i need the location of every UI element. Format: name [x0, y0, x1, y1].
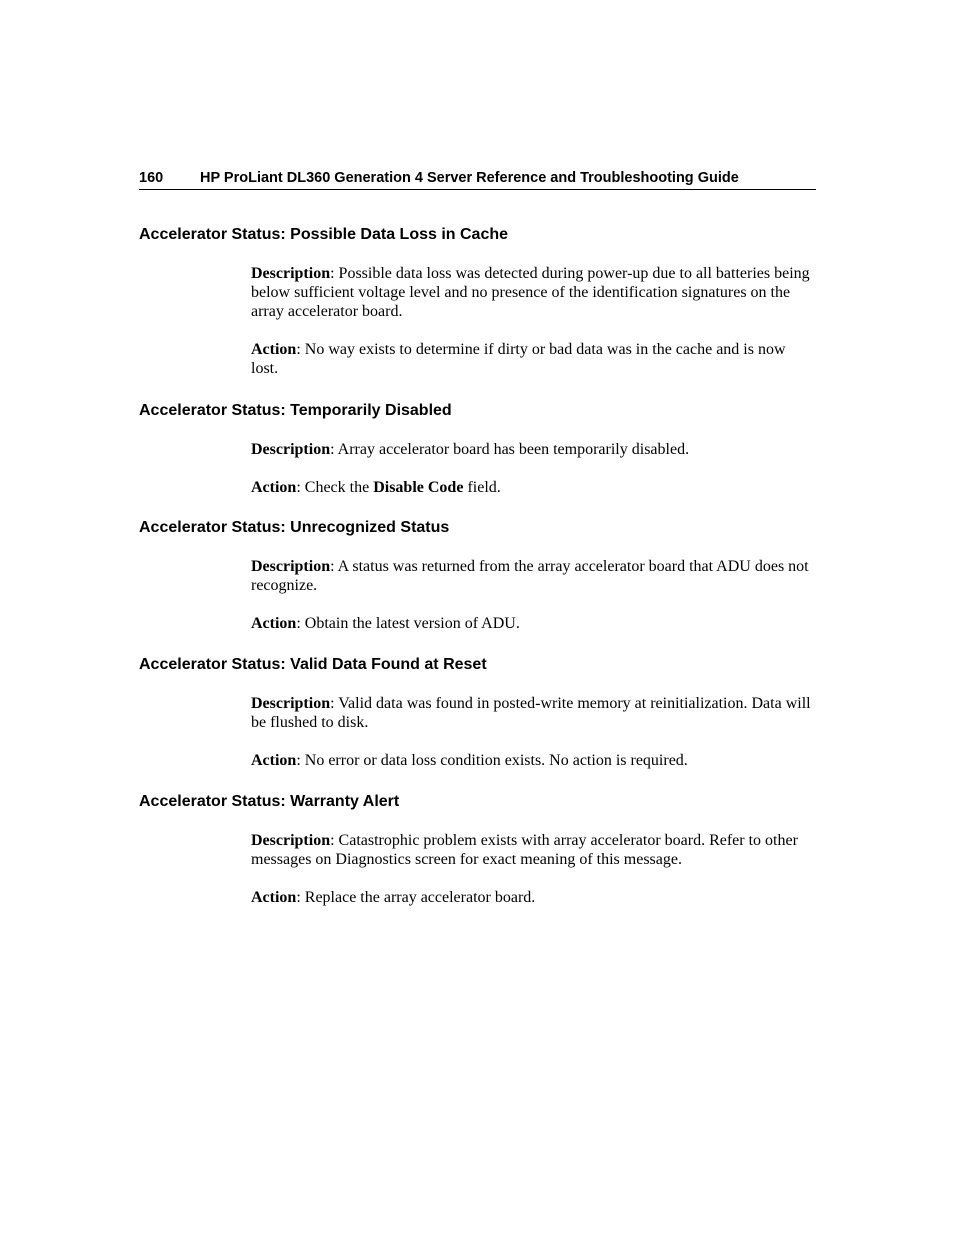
description-label: Description: [251, 558, 331, 575]
action-paragraph: [251, 478, 816, 497]
document-title: HP ProLiant DL360 Generation 4 Server Reference and Troubleshooting Guide: [200, 170, 739, 186]
action-text: : No way exists to determine if dirty or bad data was in the cache and is now lost.: [251, 341, 786, 377]
action-text-after: field.: [463, 479, 501, 496]
action-paragraph: [251, 614, 816, 633]
description-paragraph: [251, 831, 816, 869]
description-text: : A status was returned from the array accelerator board that ADU does not recognize.: [251, 558, 809, 594]
description-paragraph: [251, 440, 816, 459]
action-paragraph: [251, 751, 816, 770]
disable-code-field-name: Disable Code: [373, 479, 464, 496]
description-label: Description: [251, 832, 331, 849]
section-heading: Accelerator Status: Possible Data Loss in Cache: [139, 226, 509, 243]
running-header: [139, 168, 816, 190]
action-paragraph: [251, 888, 816, 907]
description-text: : Array accelerator board has been temporarily disabled.: [330, 441, 690, 458]
action-text: : No error or data loss condition exists. No action is required.: [296, 752, 688, 769]
section-heading: Accelerator Status: Warranty Alert: [139, 793, 400, 810]
description-label: Description: [251, 695, 331, 712]
action-text: : Replace the array accelerator board.: [296, 889, 536, 906]
description-text: : Catastrophic problem exists with array accelerator board. Refer to other messages on Diagnostics screen for exact meaning of this message.: [251, 832, 798, 868]
action-label: Action: [251, 479, 297, 496]
description-paragraph: [251, 264, 816, 321]
action-text: : Obtain the latest version of ADU.: [296, 615, 520, 632]
section-unrecognized-status: [139, 518, 816, 633]
section-temporarily-disabled: [139, 401, 816, 497]
page-number: 160: [139, 170, 164, 186]
section-possible-data-loss: [139, 225, 816, 378]
description-paragraph: [251, 557, 816, 595]
action-paragraph: [251, 340, 816, 378]
section-valid-data-found: [139, 655, 816, 770]
section-heading: Accelerator Status: Unrecognized Status: [139, 519, 450, 536]
action-text-before: : Check the: [296, 479, 374, 496]
description-label: Description: [251, 265, 331, 282]
description-text: : Valid data was found in posted-write memory at reinitialization. Data will be flushed to disk.: [251, 695, 811, 731]
description-text: : Possible data loss was detected during power-up due to all batteries being below sufficient voltage level and no presence of the identification signatures on the array accelerator board.: [251, 265, 810, 320]
section-heading: Accelerator Status: Valid Data Found at Reset: [139, 656, 487, 673]
description-label: Description: [251, 441, 331, 458]
action-label: Action: [251, 889, 297, 906]
section-heading: Accelerator Status: Temporarily Disabled: [139, 402, 452, 419]
action-label: Action: [251, 752, 297, 769]
description-paragraph: [251, 694, 816, 732]
section-warranty-alert: [139, 792, 816, 907]
action-label: Action: [251, 341, 297, 358]
action-label: Action: [251, 615, 297, 632]
